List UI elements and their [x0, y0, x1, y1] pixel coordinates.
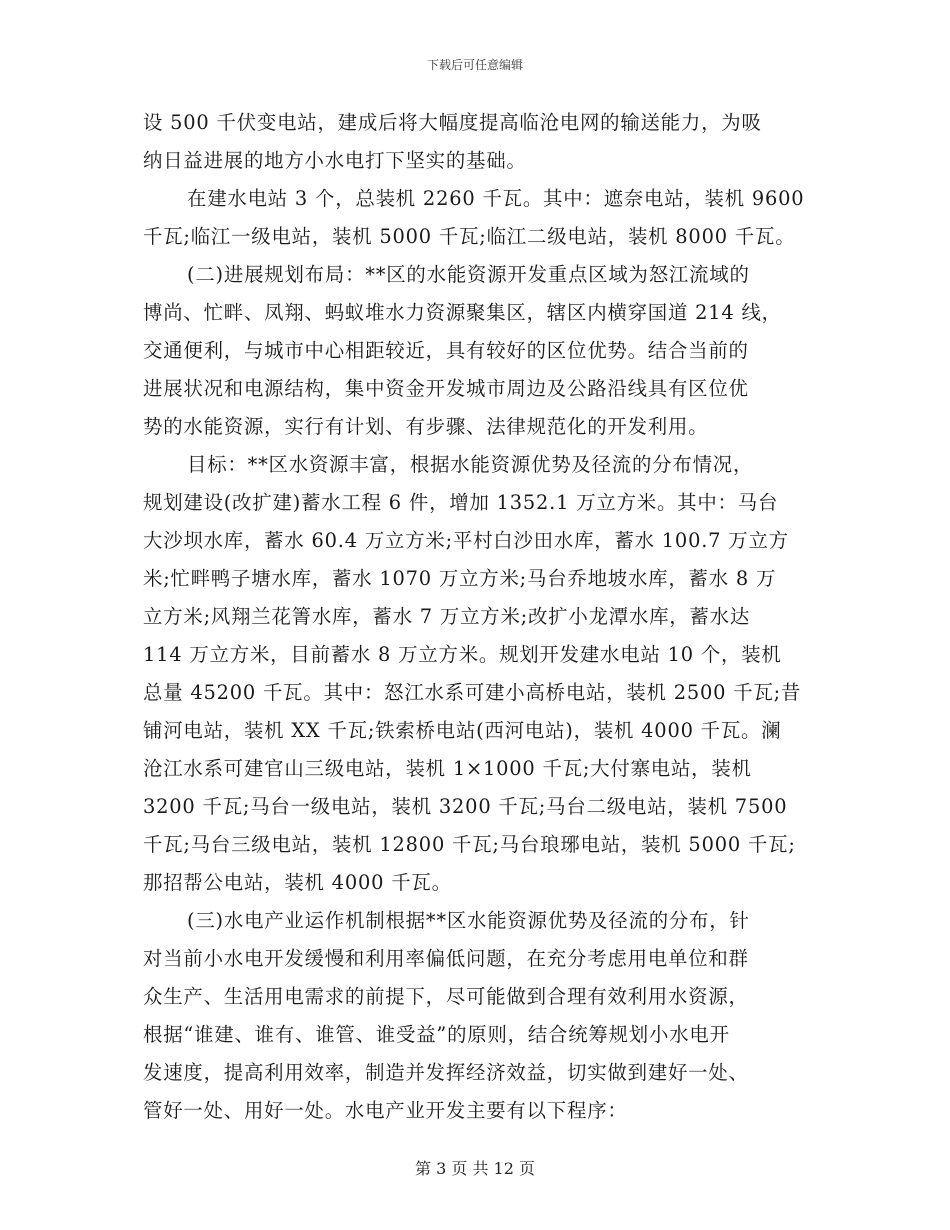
text-line: 纳日益进展的地方小水电打下坚实的基础。 — [143, 149, 527, 172]
text-line: 博尚、忙畔、凤翔、蚂蚁堆水力资源聚集区，辖区内横穿国道 214 线， — [143, 301, 782, 324]
text-line: 设 500 千伏变电站，建成后将大幅度提高临沧电网的输送能力，为吸 — [143, 111, 762, 134]
text-line: 米;忙畔鸭子塘水库，蓄水 1070 万立方米;马台乔地坡水库，蓄水 8 万 — [143, 567, 777, 590]
text-line: 进展状况和电源结构，集中资金开发城市周边及公路沿线具有区位优 — [143, 377, 749, 400]
text-line: 总量 45200 千瓦。其中：怒江水系可建小高桥电站，装机 2500 千瓦;昔 — [143, 681, 802, 704]
document-body — [143, 104, 808, 1130]
text-line: 千瓦;马台三级电站，装机 12800 千瓦;马台琅琊电站，装机 5000 千瓦; — [143, 833, 796, 856]
text-line: 铺河电站，装机 XX 千瓦;铁索桥电站(西河电站)，装机 4000 千瓦。澜 — [143, 719, 782, 742]
text-line: 根据“谁建、谁有、谁管、谁受益”的原则，结合统筹规划小水电开 — [143, 1023, 730, 1046]
paragraph — [143, 180, 808, 256]
paragraph — [143, 902, 808, 1130]
text-line: 立方米;风翔兰花箐水库，蓄水 7 万立方米;改扩小龙潭水库，蓄水达 — [143, 605, 751, 628]
text-line: 114 万立方米，目前蓄水 8 万立方米。规划开发建水电站 10 个，装机 — [143, 643, 782, 666]
text-line: 大沙坝水库，蓄水 60.4 万立方米;平村白沙田水库，蓄水 100.7 万立方 — [143, 529, 789, 552]
text-line: 3200 千瓦;马台一级电站，装机 3200 千瓦;马台二级电站，装机 7500 — [143, 795, 788, 818]
paragraph — [143, 256, 808, 446]
text-line: (二)进展规划布局：**区的水能资源开发重点区域为怒江流域的 — [187, 263, 750, 286]
text-line: 规划建设(改扩建)蓄水工程 6 件，增加 1352.1 万立方米。其中：马台 — [143, 491, 779, 514]
text-line: 沧江水系可建官山三级电站，装机 1×1000 千瓦;大付寨电站，装机 — [143, 757, 752, 780]
text-line: (三)水电产业运作机制根据**区水能资源优势及径流的分布，针 — [187, 909, 750, 932]
text-line: 势的水能资源，实行有计划、有步骤、法律规范化的开发利用。 — [143, 415, 709, 438]
text-line: 发速度，提高利用效率，制造并发挥经济效益，切实做到建好一处、 — [143, 1061, 749, 1084]
paragraph — [143, 446, 808, 902]
text-line: 目标：**区水资源丰富，根据水能资源优势及径流的分布情况， — [187, 453, 754, 476]
text-line: 管好一处、用好一处。水电产业开发主要有以下程序： — [143, 1099, 628, 1122]
text-line: 在建水电站 3 个，总装机 2260 千瓦。其中：遮奈电站，装机 9600 — [187, 187, 805, 210]
text-line: 对当前小水电开发缓慢和利用率偏低问题，在充分考虑用电单位和群 — [143, 947, 749, 970]
page-number-footer: 第 3 页 共 12 页 — [415, 1159, 535, 1178]
paragraph — [143, 104, 808, 180]
text-line: 那招帮公电站，装机 4000 千瓦。 — [143, 871, 452, 894]
text-line: 千瓦;临江一级电站，装机 5000 千瓦;临江二级电站，装机 8000 千瓦。 — [143, 225, 796, 248]
page-header: 下载后可任意编辑 — [426, 58, 523, 72]
text-line: 众生产、生活用电需求的前提下，尽可能做到合理有效利用水资源， — [143, 985, 749, 1008]
text-line: 交通便利，与城市中心相距较近，具有较好的区位优势。结合当前的 — [143, 339, 749, 362]
